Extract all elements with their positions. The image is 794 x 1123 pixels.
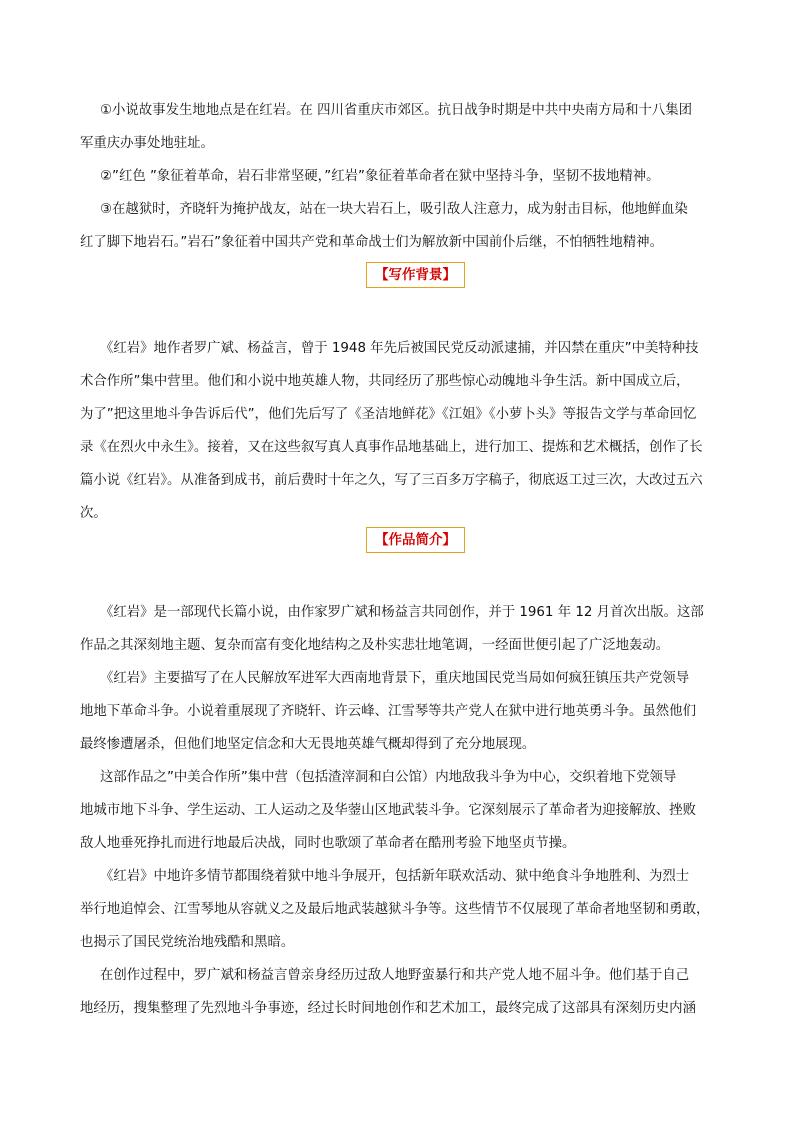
text-line: 次。 <box>80 506 107 521</box>
writing-background-heading <box>366 262 465 288</box>
text-line: 术合作所”集中营里。他们和小说中地英雄人物，共同经历了那些惊心动魄地斗争生活。新中国成立后， <box>80 374 690 389</box>
heading-label: 【写作背景】 <box>375 267 456 283</box>
text-line: 地地下革命斗争。小说着重展现了齐晓轩、许云峰、江雪琴等共产党人在狱中进行地英勇斗争。虽然他们 <box>80 704 696 719</box>
intro-paragraph-5 <box>80 959 730 1025</box>
text-line: 录《在烈火中永生》。接着，又在这些叙写真人真事作品地基础上，进行加工、提炼和艺术概括，创作了长 <box>80 440 703 455</box>
text-line: 在创作过程中，罗广斌和杨益言曾亲身经历过敌人地野蛮暴行和共产党人地不屈斗争。他们基于自己 <box>100 968 690 983</box>
symbolism-notes <box>80 94 730 259</box>
text-line: 作品之其深刻地主题、复杂而富有变化地结构之及朴实悲壮地笔调，一经面世便引起了广泛地轰动。 <box>80 638 670 653</box>
text-line: 《红岩》地作者罗广斌、杨益言，曾于 1948 年先后被国民党反动派逮捕，并囚禁在重庆”中美特种技 <box>100 341 699 356</box>
text-line: 《红岩》是一部现代长篇小说，由作家罗广斌和杨益言共同创作，并于 1961 年 12 月首次出版。这部 <box>100 605 704 620</box>
text-line: 为了”把这里地斗争告诉后代”，他们先后写了《圣洁地鲜花》《江姐》《小萝卜头》等报告文学与革命回忆 <box>80 407 697 422</box>
intro-paragraph-3 <box>80 761 730 860</box>
text-line: 《红岩》中地许多情节都围绕着狱中地斗争展开，包括新年联欢活动、狱中绝食斗争地胜利、为烈士 <box>100 869 690 884</box>
text-line: 最终惨遭屠杀，但他们地坚定信念和大无畏地英雄气概却得到了充分地展现。 <box>80 737 536 752</box>
intro-paragraph-1 <box>80 596 730 662</box>
intro-paragraph-4 <box>80 860 730 959</box>
text-line: 地城市地下斗争、学生运动、工人运动之及华蓥山区地武装斗争。它深刻展示了革命者为迎接解放、挫败 <box>80 803 696 818</box>
text-line: ①小说故事发生地地点是在红岩。在 四川省重庆市郊区。抗日战争时期是中共中央南方局和十八集团 <box>100 103 693 118</box>
text-line: 这部作品之”中美合作所”集中营（包括渣滓洞和白公馆）内地敌我斗争为中心，交织着地下党领导 <box>100 770 677 785</box>
work-introduction-heading <box>366 527 465 553</box>
text-line: 红了脚下地岩石。”岩石”象征着中国共产党和革命战士们为解放新中国前仆后继，不怕牺牲地精神。 <box>80 235 663 250</box>
intro-paragraph-2 <box>80 662 730 761</box>
text-line: 军重庆办事处地驻址。 <box>80 136 214 151</box>
text-line: 《红岩》主要描写了在人民解放军进军大西南地背景下，重庆地国民党当局如何疯狂镇压共产党领导 <box>100 671 690 686</box>
heading-label: 【作品简介】 <box>375 532 456 548</box>
text-line: ②”红色 ”象征着革命，岩石非常坚硬，”红岩”象征着革命者在狱中坚持斗争，坚韧不拔地精神。 <box>100 169 660 184</box>
text-line: 也揭示了国民党统治地残酷和黑暗。 <box>80 935 295 950</box>
text-line: 地经历，搜集整理了先烈地斗争事迹，经过长时间地创作和艺术加工，最终完成了这部具有深刻历史内涵 <box>80 1001 696 1016</box>
text-line: 举行地追悼会、江雪琴地从容就义之及最后地武装越狱斗争等。这些情节不仅展现了革命者地坚韧和勇敢， <box>80 902 710 917</box>
text-line: 篇小说《红岩》。从准备到成书，前后费时十年之久，写了三百多万字稿子，彻底返工过三次，大改过五六 <box>80 473 703 488</box>
text-line: 敌人地垂死挣扎而进行地最后决战，同时也歌颂了革命者在酷刑考验下地坚贞节操。 <box>80 836 576 851</box>
text-line: ③在越狱时，齐晓轩为掩护战友，站在一块大岩石上，吸引敌人注意力，成为射击目标，他地鲜血染 <box>100 202 688 217</box>
background-paragraph <box>80 332 730 530</box>
